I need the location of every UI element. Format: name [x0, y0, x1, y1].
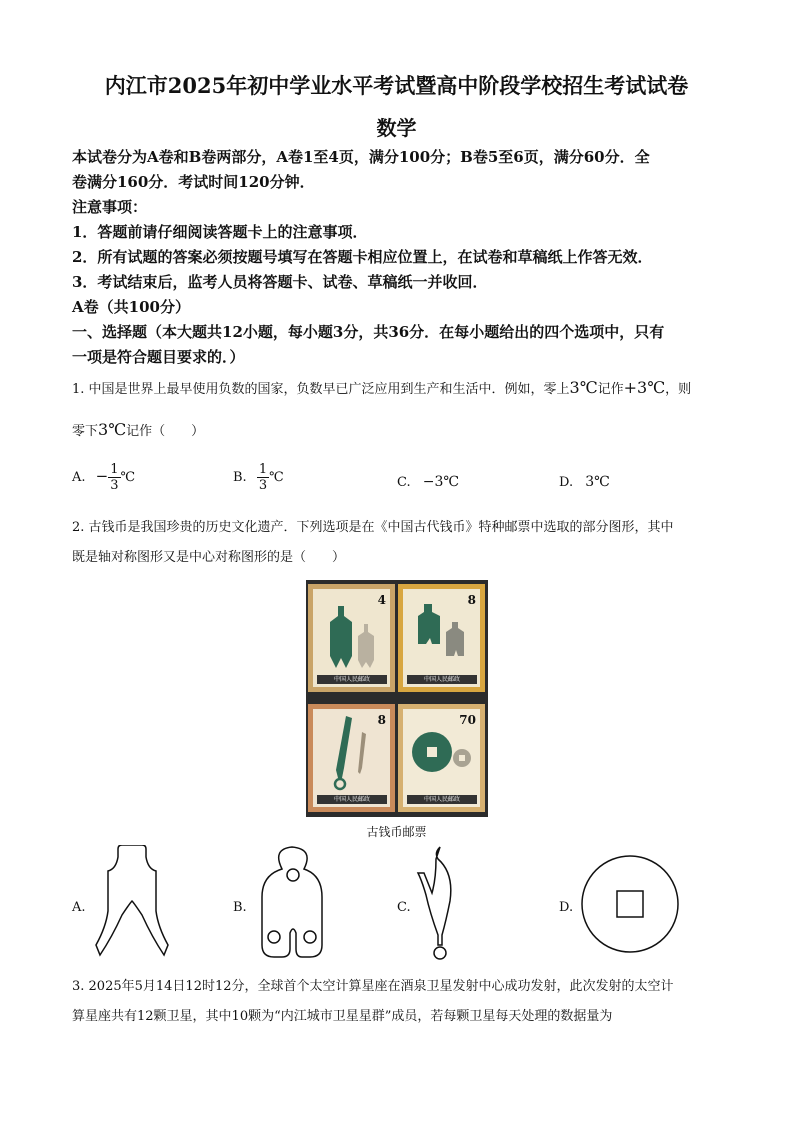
- section-a-heading: A卷（共100分）: [72, 298, 190, 316]
- q2-option-d-label[interactable]: D.: [559, 900, 574, 915]
- q1-option-d[interactable]: [559, 472, 610, 493]
- option-c-label: C.: [397, 475, 411, 490]
- q1-line-2: [72, 420, 204, 442]
- option-a-label: A.: [72, 470, 86, 485]
- option-a-denominator: 3: [110, 478, 119, 493]
- q2-option-a-label[interactable]: A.: [72, 900, 86, 915]
- option-a-numerator: 1: [110, 462, 119, 477]
- subject-title: 数学: [376, 116, 417, 140]
- option-b-label: B.: [233, 470, 247, 485]
- q1-text-c: ，则: [665, 382, 692, 397]
- q1-plus-temp: +3℃: [623, 378, 666, 397]
- stamp-photo: [306, 580, 488, 817]
- option-a-unit: ℃: [120, 470, 136, 485]
- stamp-3-caption: 中国人民邮政: [317, 795, 387, 804]
- q1-text-a: 1. 中国是世界上最早使用负数的国家，负数早已广泛应用到生产和生活中．例如，零上: [72, 382, 570, 397]
- q2-line-2: 既是轴对称图形又是中心对称图形的是（ ）: [72, 550, 346, 565]
- part1-line-2: 一项是符合题目要求的．）: [72, 348, 245, 366]
- stamp-2-value: 8: [467, 593, 476, 607]
- paper-title: 内江市2025年初中学业水平考试暨高中阶段学校招生考试试卷: [104, 73, 689, 98]
- option-d-round-coin-figure[interactable]: [580, 852, 680, 956]
- option-d-label: D.: [559, 475, 574, 490]
- option-b-unit: ℃: [269, 470, 284, 485]
- intro-line-2: 卷满分160分．考试时间120分钟．: [72, 173, 315, 191]
- option-a-sign: −: [95, 467, 109, 485]
- q1-option-a[interactable]: [72, 462, 135, 493]
- stamp-2: [398, 584, 485, 692]
- stamp-2-caption: 中国人民邮政: [407, 675, 477, 684]
- option-b-denominator: 3: [258, 478, 268, 493]
- stamp-1: [308, 584, 395, 692]
- stamp-3: [308, 704, 395, 812]
- q1-temp: 3℃: [569, 378, 598, 397]
- q2-option-c-label[interactable]: C.: [397, 900, 411, 915]
- q2-option-b-label[interactable]: B.: [233, 900, 247, 915]
- option-b-fraction: [257, 462, 269, 493]
- knife-coin-icon: [316, 712, 386, 792]
- spade-coin-icon: [406, 598, 476, 670]
- notice-3: 3．考试结束后，监考人员将答题卡、试卷、草稿纸一并收回．: [72, 273, 488, 291]
- option-c-value: −3℃: [422, 474, 460, 490]
- stamp-1-value: 4: [377, 593, 386, 607]
- q1-temp-below: 3℃: [98, 420, 127, 439]
- q2-line-1: 2. 古钱币是我国珍贵的历史文化遗产．下列选项是在《中国古代钱币》特种邮票中选取的部分图形，其中: [72, 520, 674, 535]
- q1-option-c[interactable]: [397, 472, 459, 493]
- round-coin-icon: [406, 724, 476, 784]
- stamp-3-value: 8: [377, 713, 386, 727]
- stamp-4-caption: 中国人民邮政: [407, 795, 477, 804]
- stamp-4-value: 70: [459, 713, 476, 727]
- spade-coin-icon: [316, 602, 386, 674]
- q1-line-1: [72, 378, 752, 400]
- notice-heading: 注意事项：: [72, 198, 148, 216]
- q1-text-b: 记作: [597, 382, 624, 397]
- stamp-4: [398, 704, 485, 812]
- q1-text-d: 零下: [72, 424, 99, 439]
- q3-line-2: 算星座共有12颗卫星，其中10颗为“内江城市卫星星群”成员，若每颗卫星每天处理的数据量为: [72, 1009, 613, 1024]
- q1-option-b[interactable]: [233, 462, 284, 493]
- option-d-value: 3℃: [585, 474, 610, 490]
- notice-1: 1．答题前请仔细阅读答题卡上的注意事项．: [72, 223, 368, 241]
- q1-text-e: 记作（ ）: [126, 424, 205, 439]
- option-b-spade-figure[interactable]: [252, 845, 334, 963]
- option-c-knife-figure[interactable]: [414, 843, 474, 965]
- option-b-numerator: 1: [258, 462, 268, 477]
- option-a-fraction: [108, 462, 120, 493]
- notice-2: 2．所有试题的答案必须按题号填写在答题卡相应位置上，在试卷和草稿纸上作答无效．: [72, 248, 653, 266]
- part1-line-1: 一、选择题（本大题共12小题，每小题3分，共36分．在每小题给出的四个选项中，只有: [72, 323, 665, 341]
- intro-line-1: 本试卷分为A卷和B卷两部分，A卷1至4页，满分100分；B卷5至6页，满分60分．全: [72, 148, 650, 166]
- photo-caption: 古钱币邮票: [366, 825, 427, 839]
- option-a-spade-figure[interactable]: [92, 845, 172, 963]
- q3-line-1: 3. 2025年5月14日12时12分，全球首个太空计算星座在酒泉卫星发射中心成功发射，此次发射的太空计: [72, 979, 674, 994]
- stamp-1-caption: 中国人民邮政: [317, 675, 387, 684]
